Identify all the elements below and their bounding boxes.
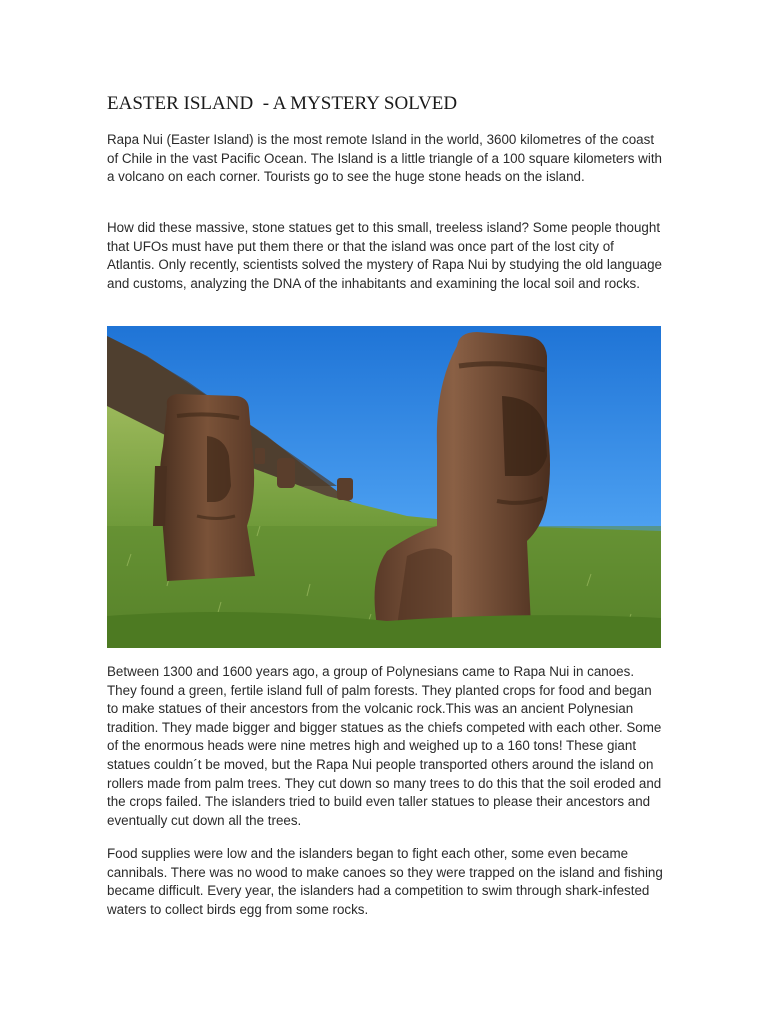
moai-statues-photo [107,326,661,648]
paragraph-mystery: How did these massive, stone statues get to this small, treeless island? Some people thought that UFOs must have put them there or that the island was once part of the lost city of Atlantis. Only recently, scientists solved the mystery of Rapa Nui by studying the old language and customs, analyzing the DNA of the inhabitants and examining the local soil and rocks. [107,220,662,291]
paragraph-intro: Rapa Nui (Easter Island) is the most remote Island in the world, 3600 kilometres of the coast of Chile in the vast Pacific Ocean. The Island is a little triangle of a 100 square kilometers with a volcano on each corner. Tourists go to see the huge stone heads on the island. [107,132,662,185]
paragraph-history: Between 1300 and 1600 years ago, a group of Polynesians came to Rapa Nui in canoes. They found a green, fertile island full of palm forests. They planted crops for food and began to make statues of their ancestors from the volcanic rock.This was an ancient Polynesian tradition. They made bigger and bigger statues as the chiefs competed with each other. Some of the enormous heads were nine metres high and weighed up to a 160 tons! These giant statues couldn´t be moved, but the Rapa Nui people transported others around the island on rollers made from palm trees. They cut down so many trees to do this that the soil eroded and the crops failed. The islanders tried to build even taller statues to please their ancestors and eventually cut down all the trees. [107,664,662,828]
paragraph-decline: Food supplies were low and the islanders began to fight each other, some even became cannibals. There was no wood to make canoes so they were trapped on the island and fishing became difficult. Every year, the islanders had a competition to swim through shark-infested waters to collect birds egg from some rocks. [107,846,663,917]
document-title: EASTER ISLAND - A MYSTERY SOLVED [107,93,458,114]
moai-left [153,394,255,581]
